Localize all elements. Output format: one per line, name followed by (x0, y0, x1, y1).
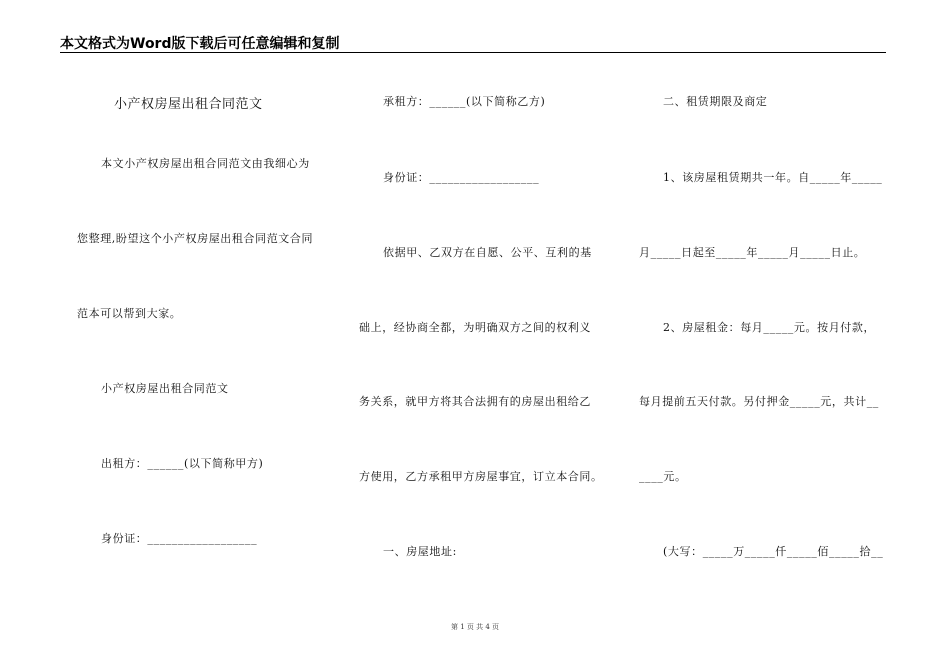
lessor-id-line: 身份证：__________________ (101, 532, 258, 545)
intro-line-2: 您整理,盼望这个小产权房屋出租合同范文合同 (77, 232, 314, 245)
rent-line-2: 每月提前五天付款。另付押金_____元，共计__ (639, 395, 879, 408)
paragraph-line-3: 务关系，就甲方将其合法拥有的房屋出租给乙 (359, 395, 591, 408)
document-header: 本文格式为Word版下载后可任意编辑和复制 (60, 36, 340, 52)
rent-line-3: ____元。 (639, 470, 687, 483)
amount-words-line: (大写：_____万_____仟_____佰_____拾__ (663, 545, 884, 558)
subtitle: 小产权房屋出租合同范文 (101, 382, 229, 395)
lessee-line: 承租方：______(以下简称乙方) (383, 95, 546, 108)
section-address: 一、房屋地址: (383, 545, 457, 558)
document-title: 小产权房屋出租合同范文 (114, 97, 263, 112)
rent-line-1: 2、房屋租金：每月_____元。按月付款， (663, 321, 876, 334)
intro-line-1: 本文小产权房屋出租合同范文由我细心为 (101, 157, 310, 170)
lessee-id-line: 身份证：__________________ (383, 171, 540, 184)
header-rule (60, 52, 886, 53)
section-lease-term: 二、租赁期限及商定 (663, 95, 768, 108)
paragraph-line-1: 依据甲、乙双方在自愿、公平、互利的基 (383, 246, 592, 259)
paragraph-line-4: 方使用，乙方承租甲方房屋事宜，订立本合同。 (359, 470, 603, 483)
term-line-1: 1、该房屋租赁期共一年。自_____年_____ (663, 171, 883, 184)
lessor-line: 出租方：______(以下简称甲方) (101, 457, 264, 470)
intro-line-3: 范本可以帮到大家。 (77, 307, 182, 320)
paragraph-line-2: 础上，经协商全都，为明确双方之间的权利义 (359, 321, 591, 334)
page-number: 第 1 页 共 4 页 (450, 623, 500, 631)
term-line-2: 月_____日起至_____年_____月_____日止。 (639, 246, 866, 259)
